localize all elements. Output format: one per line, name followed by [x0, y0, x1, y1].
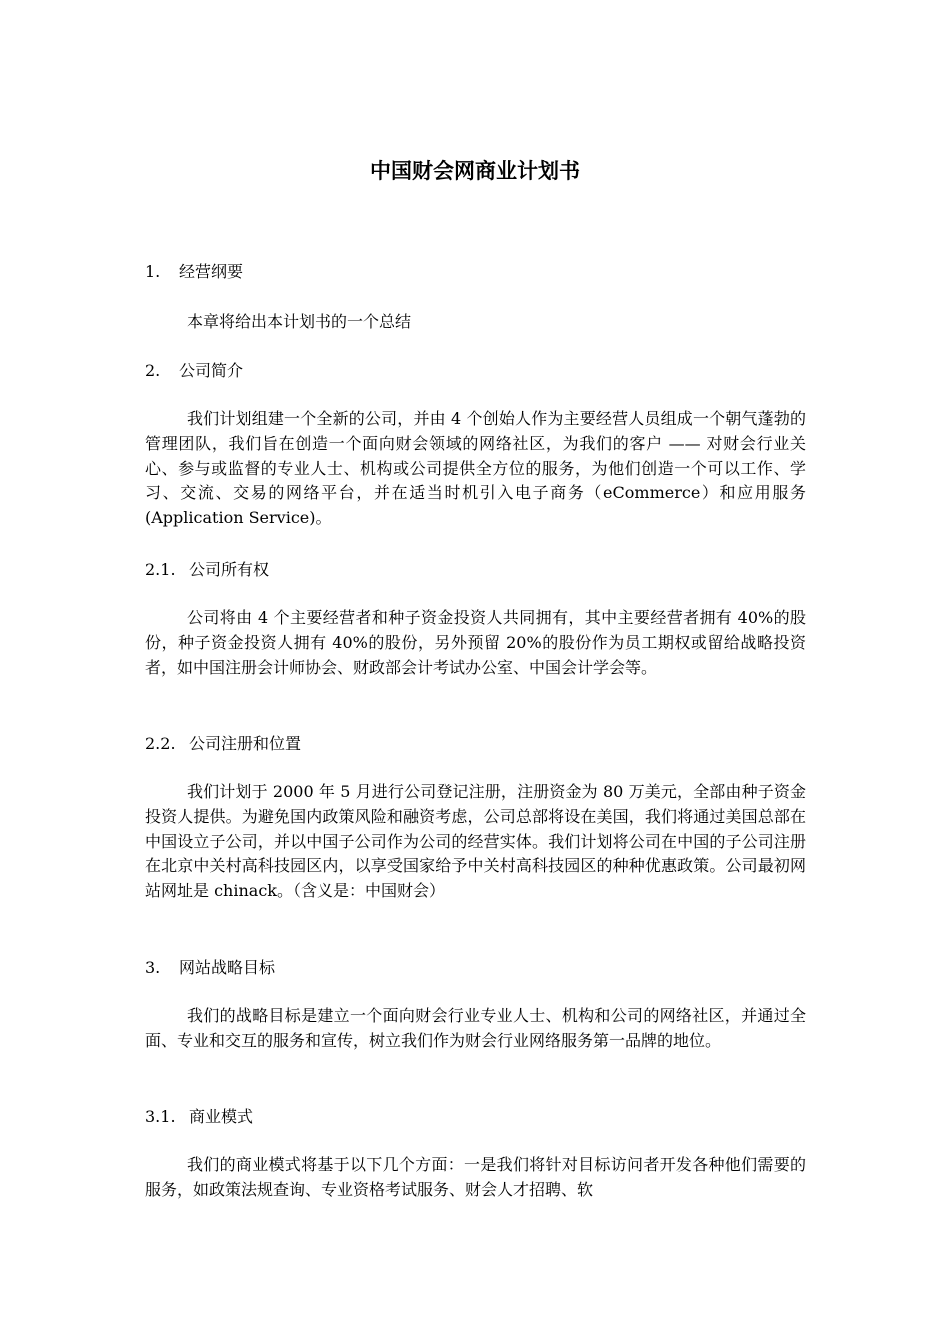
- section-paragraph-2-1: 公司将由 4 个主要经营者和种子资金投资人共同拥有，其中主要经营者拥有 40%的股份，种子资金投资人拥有 40%的股份，另外预留 20%的股份作为员工期权或留给战略投资者，如中国注册会计师协会、财政部会计考试办公室、中国会计学会等。: [145, 608, 806, 677]
- section-number: 1.: [145, 262, 161, 281]
- section-heading-text: 商业模式: [189, 1107, 254, 1126]
- section-heading-2-2: [145, 733, 301, 755]
- section-heading-3: [145, 957, 275, 979]
- section-heading-3-1: [145, 1106, 253, 1128]
- section-heading-text: 网站战略目标: [179, 958, 276, 977]
- section-heading-1: [145, 261, 243, 283]
- section-paragraph-2-2: 我们计划于 2000 年 5 月进行公司登记注册，注册资金为 80 万美元，全部由种子资金投资人提供。为避免国内政策风险和融资考虑，公司总部将设在美国，我们将通过美国总部在中国设立子公司，并以中国子公司作为公司的经营实体。我们计划将公司在中国的子公司注册在北京中关村高科技园区内，以享受国家给予中关村高科技园区的种种优惠政策。公司最初网站网址是 chinack。（含义是：中国财会）: [145, 782, 806, 901]
- section-number: 3.1.: [145, 1107, 176, 1126]
- section-paragraph-2: 我们计划组建一个全新的公司，并由 4 个创始人作为主要经营人员组成一个朝气蓬勃的管理团队，我们旨在创造一个面向财会领域的网络社区，为我们的客户 —— 对财会行业关心、参与或监督的专业人士、机构或公司提供全方位的服务，为他们创造一个可以工作、学习、交流、交易的网络平台，并在适当时机引入电子商务（eCommerce）和应用服务(Application Service)。: [145, 409, 806, 528]
- section-paragraph-1: 本章将给出本计划书的一个总结: [187, 312, 412, 331]
- section-number: 2.2.: [145, 734, 176, 753]
- section-heading-2: [145, 360, 243, 382]
- section-number: 3.: [145, 958, 161, 977]
- section-paragraph-3-1: 我们的商业模式将基于以下几个方面：一是我们将针对目标访问者开发各种他们需要的服务，如政策法规查询、专业资格考试服务、财会人才招聘、软: [145, 1155, 806, 1199]
- section-heading-text: 经营纲要: [179, 262, 244, 281]
- section-heading-2-1: [145, 559, 269, 581]
- section-heading-text: 公司简介: [179, 361, 244, 380]
- section-heading-text: 公司注册和位置: [189, 734, 302, 753]
- document-title: 中国财会网商业计划书: [370, 159, 580, 183]
- section-paragraph-3: 我们的战略目标是建立一个面向财会行业专业人士、机构和公司的网络社区，并通过全面、专业和交互的服务和宣传，树立我们作为财会行业网络服务第一品牌的地位。: [145, 1006, 806, 1050]
- section-number: 2.: [145, 361, 161, 380]
- section-number: 2.1.: [145, 560, 176, 579]
- section-heading-text: 公司所有权: [189, 560, 270, 579]
